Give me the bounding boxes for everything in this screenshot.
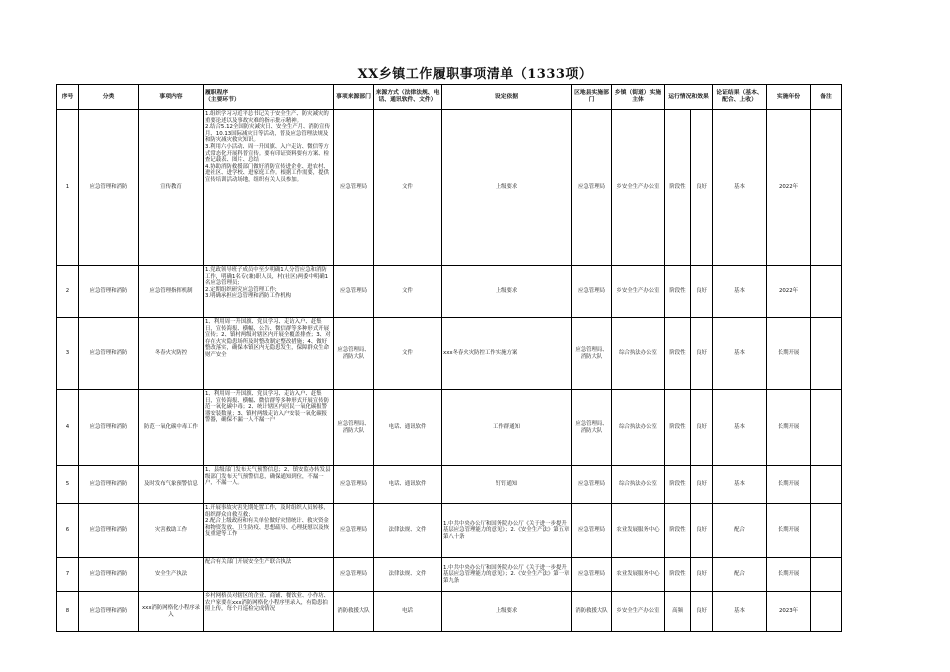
cell-seq: 2 (57, 266, 79, 318)
cell-town-subject: 农业发展服务中心 (612, 504, 665, 558)
cell-source-method: 文件 (374, 110, 442, 266)
header-procedure-line2: （主要环节） (205, 97, 240, 103)
cell-seq: 8 (57, 592, 79, 632)
cell-procedure-line: 2.配合上级政府和有关单位做好灾情统计、救灾资金和物资发放、卫生防疫、思想疏导、心理抚慰以及恢复重建等工作 (205, 518, 329, 538)
header-remarks: 备注 (811, 85, 842, 110)
cell-year: 2022年 (767, 110, 811, 266)
cell-effect: 良好 (691, 592, 713, 632)
cell-town-subject: 综合执法办公室 (612, 318, 665, 390)
cell-basis-line: xxx冬春火灾防控工作实施方案 (443, 350, 518, 357)
cell-seq: 6 (57, 504, 79, 558)
cell-effect: 良好 (691, 504, 713, 558)
header-county-dept: 区地县实施部门 (572, 85, 612, 110)
cell-category: 应急管理和消防 (79, 390, 139, 466)
cell-source-dept: 消防救援大队 (334, 592, 374, 632)
cell-procedure (204, 558, 334, 592)
cell-effect: 良好 (691, 110, 713, 266)
document-title: XX乡镇工作履职事项清单（1333项） (357, 67, 593, 82)
cell-procedure (204, 504, 334, 558)
table-row (57, 110, 842, 266)
cell-procedure (204, 110, 334, 266)
cell-result: 基本 (713, 390, 767, 466)
cell-basis-line: 1.中共中央办公厅和国务院办公厅《关于进一步提升基层应急管理能力的意见》；2.《安全生产法》第五章第八十条 (443, 520, 570, 540)
cell-seq: 4 (57, 390, 79, 466)
cell-status: 阶段性 (665, 266, 691, 318)
table-row (57, 504, 842, 558)
cell-effect: 良好 (691, 318, 713, 390)
cell-procedure-line: 2.结合5.12全国防灾减灾日、安全生产月、消防宣传月、10.13国际减灾日等活动，普及应急管理法规及和防灾减灾救灾知识。 (205, 124, 330, 144)
cell-county-dept: 应急管理局、消防大队 (572, 318, 612, 390)
header-procedure-line1: 履职程序 (205, 90, 229, 97)
cell-basis-line: 钉钉通知 (495, 481, 518, 488)
cell-town-subject: 乡安全生产办公室 (612, 266, 665, 318)
header-source-dept: 事项来源部门 (334, 85, 374, 110)
cell-procedure-line: 1.开展事故灾害先期处置工作，及时组织人员转移，组织群众自救互救； (205, 505, 329, 518)
cell-basis-line: 1.中共中央办公厅和国务院办公厅《关于进一步提升基层应急管理能力的意见》；2.《安全生产法》第一章第九条 (443, 564, 570, 584)
header-town-subject: 乡镇（街道）实施主体 (612, 85, 665, 110)
cell-result: 配合 (713, 558, 767, 592)
cell-status: 阶段性 (665, 318, 691, 390)
cell-content: 灾害救助工作 (139, 504, 204, 558)
cell-year: 2023年 (767, 592, 811, 632)
table-row (57, 466, 842, 504)
cell-year: 长期开展 (767, 390, 811, 466)
cell-status: 阶段性 (665, 504, 691, 558)
cell-basis-line: 上级要求 (495, 608, 518, 615)
cell-status: 高频 (665, 592, 691, 632)
cell-remarks (811, 390, 842, 466)
header-basis: 设定依据 (442, 85, 572, 110)
cell-town-subject: 乡安全生产办公室 (612, 592, 665, 632)
cell-year: 长期开展 (767, 558, 811, 592)
header-seq: 序号 (57, 85, 79, 110)
cell-source-method: 电话 (374, 592, 442, 632)
cell-category: 应急管理和消防 (79, 558, 139, 592)
cell-source-dept: 应急管理局 (334, 110, 374, 266)
cell-effect: 良好 (691, 266, 713, 318)
cell-source-method: 电话、通讯软件 (374, 466, 442, 504)
cell-source-method: 电话、通讯软件 (374, 390, 442, 466)
cell-procedure-line: 1、利用周一升国旗、党员学习、走访入户、赶集日，宣传海报、横幅、微信群等多种形式开展宣传防范一氧化碳中毒；2、统计辖区内居民一氧化碳报警器安装数量；3、镇村两级走访入户安装一氧化碳报警器，确保不漏一人不漏一户 (205, 391, 329, 424)
cell-basis (442, 558, 572, 592)
cell-county-dept: 应急管理局 (572, 266, 612, 318)
table-row (57, 318, 842, 390)
cell-county-dept: 应急管理局、消防大队 (572, 390, 612, 466)
cell-remarks (811, 110, 842, 266)
cell-county-dept: 应急管理局 (572, 466, 612, 504)
header-status: 运行情况和效果 (665, 85, 713, 110)
header-procedure (204, 85, 334, 110)
header-source-method: 来源方式（法律法规、电话、通讯软件、文件） (374, 85, 442, 110)
cell-procedure-line: 1.组织学习习近平总书记关于安全生产、防灾减灾的重要论述以及事故灾难的指示批示精神。 (205, 111, 329, 124)
cell-county-dept: 应急管理局 (572, 558, 612, 592)
cell-county-dept: 消防救援大队 (572, 592, 612, 632)
cell-content: 冬春火灾防控 (139, 318, 204, 390)
cell-seq: 7 (57, 558, 79, 592)
cell-remarks (811, 592, 842, 632)
cell-status: 阶段性 (665, 558, 691, 592)
header-row (57, 85, 842, 110)
cell-content: 宣传教育 (139, 110, 204, 266)
cell-year: 长期开展 (767, 318, 811, 390)
table-row (57, 266, 842, 318)
cell-procedure-line: 配合有关部门开展安全生产联合执法 (205, 559, 292, 565)
cell-result: 基本 (713, 592, 767, 632)
cell-basis (442, 466, 572, 504)
duty-list-table (56, 84, 842, 632)
cell-county-dept: 应急管理局 (572, 504, 612, 558)
cell-town-subject: 综合执法办公室 (612, 390, 665, 466)
cell-basis-line: 上级要求 (495, 184, 518, 191)
cell-procedure (204, 390, 334, 466)
cell-status: 阶段性 (665, 390, 691, 466)
cell-procedure-line: 4.协助消防救援部门做好消防宣传进企业、进农村、进社区、进学校、进家庭工作。根据工作需要，提供宣传培训活动场地，组织有关人员参加。 (205, 163, 329, 183)
cell-year: 2022年 (767, 266, 811, 318)
cell-status: 阶段性 (665, 110, 691, 266)
cell-remarks (811, 466, 842, 504)
cell-status: 阶段性 (665, 466, 691, 504)
cell-procedure (204, 592, 334, 632)
cell-effect: 良好 (691, 466, 713, 504)
cell-content: 应急管理指挥机制 (139, 266, 204, 318)
cell-source-method: 文件 (374, 266, 442, 318)
cell-procedure-line: 1、利用周一升国旗、党员学习、走访入户、赶集日，宣传海报、横幅，公告、微信群等多种形式开展宣传；2、镇村两级对辖区内开展全覆盖排查；3、对存在火灾隐患场所及时整改制定整改措施；4、做好整改落实，确保本镇区内无隐患发生，保障群众生命财产安全 (205, 319, 331, 358)
cell-basis-line: 上级要求 (495, 288, 518, 295)
cell-category: 应急管理和消防 (79, 504, 139, 558)
cell-procedure (204, 318, 334, 390)
header-result: 论证结果（基本、配合、上收） (713, 85, 767, 110)
cell-source-dept: 应急管理局 (334, 466, 374, 504)
cell-remarks (811, 266, 842, 318)
cell-effect: 良好 (691, 390, 713, 466)
cell-basis (442, 504, 572, 558)
cell-source-method: 文件 (374, 318, 442, 390)
cell-content: 及时发布气象预警信息 (139, 466, 204, 504)
cell-procedure-line: 2.定期组织研究应急管理工作; (205, 286, 277, 293)
cell-procedure-line: 乡村网格员对辖区的企业、商铺、餐饮业、小作坊、农户家要在xxx消防网格化小程序里录入，有隐患拍照上传，每个月巡检完成情况 (205, 593, 329, 613)
cell-category: 应急管理和消防 (79, 592, 139, 632)
cell-content: xxx消防网格化小程序录入 (139, 592, 204, 632)
cell-content: 安全生产执法 (139, 558, 204, 592)
cell-procedure-line: 1.党政领导班子成员中至少明确1人分管应急和消防工作，明确1名专(兼)职人员，村(社区)两委中明确1名应急管理员; (205, 267, 329, 287)
cell-source-dept: 应急管理局 (334, 266, 374, 318)
header-content: 事项内容 (139, 85, 204, 110)
cell-category: 应急管理和消防 (79, 110, 139, 266)
cell-basis-line: 工作群通知 (493, 424, 520, 431)
cell-year: 长期开展 (767, 466, 811, 504)
cell-basis (442, 592, 572, 632)
cell-source-dept: 应急管理局、消防大队 (334, 390, 374, 466)
table-body (57, 110, 842, 632)
cell-procedure-line: 3.利用六小活动、周一升国旗、入户走访、微信等方式常态化开展科普宣传。要有印证资料要有方案、检查记载表、图片、总结 (205, 143, 329, 164)
cell-remarks (811, 318, 842, 390)
cell-town-subject: 综合执法办公室 (612, 466, 665, 504)
cell-seq: 1 (57, 110, 79, 266)
cell-content: 防范一氧化碳中毒工作 (139, 390, 204, 466)
cell-procedure (204, 266, 334, 318)
cell-procedure-line: 1、县级部门发布天气预警信息；2、镇安监办转发县级部门发布天气预警信息，确保通知到位，不漏一户，不漏一人。 (205, 467, 331, 487)
cell-category: 应急管理和消防 (79, 266, 139, 318)
cell-source-dept: 应急管理局 (334, 504, 374, 558)
cell-seq: 5 (57, 466, 79, 504)
cell-result: 基本 (713, 110, 767, 266)
cell-town-subject: 农业发展服务中心 (612, 558, 665, 592)
cell-effect: 良好 (691, 558, 713, 592)
cell-seq: 3 (57, 318, 79, 390)
cell-county-dept: 应急管理局 (572, 110, 612, 266)
cell-category: 应急管理和消防 (79, 318, 139, 390)
header-category: 分类 (79, 85, 139, 110)
cell-source-dept: 应急管理局、消防大队 (334, 318, 374, 390)
header-year: 实施年份 (767, 85, 811, 110)
cell-result: 配合 (713, 504, 767, 558)
cell-source-dept: 应急管理局 (334, 558, 374, 592)
cell-result: 基本 (713, 318, 767, 390)
cell-source-method: 法律法规、文件 (374, 558, 442, 592)
cell-basis (442, 318, 572, 390)
cell-procedure (204, 466, 334, 504)
cell-year: 长期开展 (767, 504, 811, 558)
cell-procedure-line: 3.明确承担应急管理和消防工作机构 (205, 293, 292, 300)
table-row (57, 592, 842, 632)
table-row (57, 390, 842, 466)
cell-basis (442, 390, 572, 466)
cell-remarks (811, 504, 842, 558)
cell-basis (442, 266, 572, 318)
cell-town-subject: 乡安全生产办公室 (612, 110, 665, 266)
cell-remarks (811, 558, 842, 592)
cell-result: 基本 (713, 466, 767, 504)
cell-result: 基本 (713, 266, 767, 318)
cell-basis (442, 110, 572, 266)
table-row (57, 558, 842, 592)
cell-source-method: 法律法规、文件 (374, 504, 442, 558)
cell-category: 应急管理和消防 (79, 466, 139, 504)
